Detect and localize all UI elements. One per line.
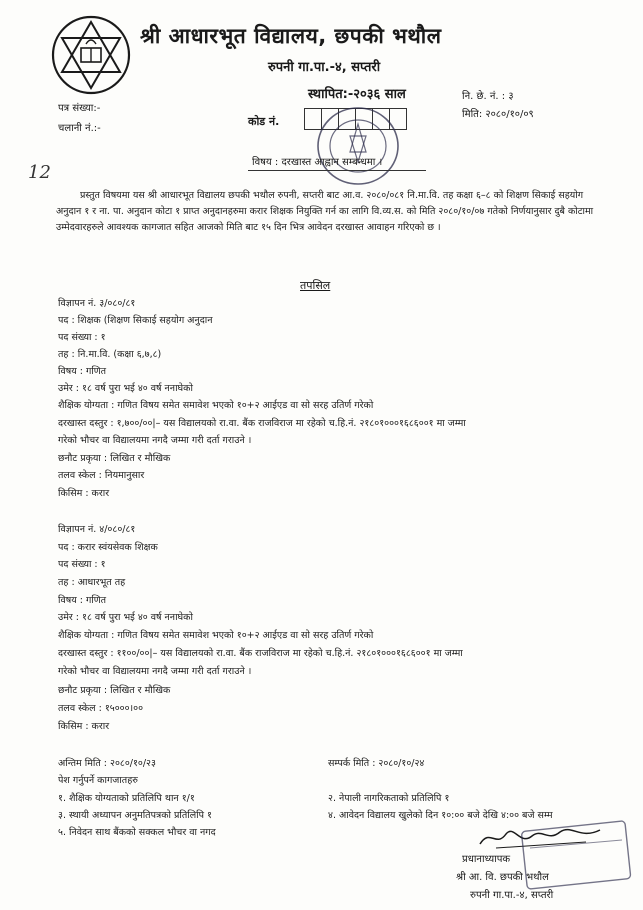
documents-heading: पेश गर्नुपर्ने कागजातहरु — [58, 775, 138, 786]
notice2-number: विज्ञापन नं. ४/०८०/८१ — [58, 524, 136, 535]
deadline-date: अन्तिम मिति : २०८०/१०/२३ — [58, 758, 156, 769]
notice1-post: पद : शिक्षक (शिक्षण सिकाई सहयोग अनुदान — [58, 315, 213, 326]
ref-number-label: पत्र संख्या:- — [58, 103, 101, 114]
notice2-subject: विषय : गणित — [58, 595, 107, 606]
notice2-age: उमेर : १८ वर्ष पुरा भई ४० वर्ष ननाघेको — [58, 612, 193, 623]
notice2-level: तह : आधारभूत तह — [58, 577, 126, 588]
school-name: श्री आधारभूत विद्यालय, छपकी भथौल — [140, 24, 442, 48]
document-item: ४. आवेदन विद्यालय खुलेको दिन १०:०० बजे देखि ४:०० बजे सम्म — [328, 810, 553, 821]
notice1-salary: तलव स्केल : नियमानुसार — [58, 470, 145, 481]
margin-note: 12 — [28, 162, 51, 183]
details-heading: तपसिल — [300, 279, 331, 292]
subject-underline — [248, 170, 426, 171]
contact-date: सम्पर्क मिति : २०८०/१०/२४ — [328, 758, 425, 769]
notice2-fee: दरखास्त दस्तुर : ११००/००|– यस विद्यालयको रा.वा. बैंक राजविराज मा रहेको च.हि.नं. २१८०१०००१६८६००१ मा जम्मा — [58, 648, 463, 659]
dispatch-number-label: चलानी नं.:- — [58, 123, 101, 134]
document-item: ५. निवेदन साथ बैंकको सक्कल भौचर वा नगद — [58, 827, 216, 838]
school-address: रुपनी गा.पा.-४, सप्तरी — [268, 60, 381, 75]
notice1-number: विज्ञापन नं. ३/०८०/८१ — [58, 298, 136, 309]
office-stamp-icon — [308, 106, 404, 188]
intro-paragraph: प्रस्तुत विषयमा यस श्री आधारभूत विद्यालय छपकी भथौल रुपनी, सप्तरी बाट आ.व. २०८०/०८१ नि.मा.वि. तह कक्षा ६–८ को शिक्षण सिकाई सहयोग अनुदान १ र ना. पा. अनुदान कोटा १ प्राप्त अनुदानहरुमा करार शिक्षक नियुक्ति गर्न का लागि वि.व्य.स. को मिति २०८०/१०/०७ गतेको निर्णयानुसार दुबै कोटामा उम्मेदवारहरुले आवश्यक कागजात सहित आजको मिति बाट १५ दिन भित्र आवेदन दरखास्त आवाहन गरिएको छ । — [56, 190, 594, 233]
document-item: ३. स्थायी अध्यापन अनुमतिपत्रको प्रतिलिपि १ — [58, 810, 212, 821]
document-item: २. नेपाली नागरिकताको प्रतिलिपि १ — [328, 793, 450, 804]
documents-left-list — [58, 790, 328, 841]
notice1-level: तह : नि.मा.वि. (कक्षा ६,७,८) — [58, 349, 162, 360]
notice2-post-count: पद संख्या : १ — [58, 559, 106, 570]
document-item: १. शैक्षिक योग्यताको प्रतिलिपि थान १/१ — [58, 793, 195, 804]
school-logo-icon — [50, 14, 132, 96]
notice1-type: किसिम : करार — [58, 488, 110, 499]
letter-date: मिति: २०८०/१०/०९ — [462, 109, 534, 120]
subject-line: विषय : दरखास्त आह्वान सम्बन्धमा । — [252, 157, 383, 168]
notice2-type: किसिम : करार — [58, 721, 110, 732]
notice2-fee-cont: गरेको भौचर वा विद्यालयमा नगदै जम्मा गरी दर्ता गराउने । — [58, 666, 252, 677]
notice1-age: उमेर : १८ वर्ष पुरा भई ४० वर्ष ननाघेको — [58, 383, 193, 394]
signatory-title: प्रधानाध्यापक — [462, 854, 511, 865]
notice2-qualification: शैक्षिक योग्यता : गणित विषय समेत समावेश भएको १०+२ आईएड वा सो सरह उतिर्ण गरेको — [58, 630, 374, 641]
notice1-selection: छनौट प्रकृया : लिखित र मौखिक — [58, 453, 171, 464]
notice2-salary: तलव स्केल : १५०००।०० — [58, 703, 144, 714]
notice2-post: पद : करार स्वंयसेवक शिक्षक — [58, 542, 158, 553]
notice1-qualification: शैक्षिक योग्यता : गणित विषय समेत समावेश भएको १०+२ आईएड वा सो सरह उतिर्ण गरेको — [58, 400, 374, 411]
notice1-post-count: पद संख्या : १ — [58, 332, 106, 343]
signatory-address: रुपनी गा.पा.-४, सप्तरी — [470, 890, 554, 901]
ch-number: नि. छे. नं. : ३ — [462, 91, 514, 102]
established-year: स्थापित:-२०३६ साल — [308, 87, 406, 102]
notice2-selection: छनौट प्रकृया : लिखित र मौखिक — [58, 685, 171, 696]
notice1-fee-cont: गरेको भौचर वा विद्यालयमा नगदै जम्मा गरी दर्ता गराउने । — [58, 435, 252, 446]
notice1-subject: विषय : गणित — [58, 366, 107, 377]
code-label: कोड नं. — [248, 115, 280, 128]
signatory-school: श्री आ. वि. छपकी भथौल — [456, 872, 549, 883]
notice1-fee: दरखास्त दस्तुर : १,७००/००|– यस विद्यालयको रा.वा. बैंक राजविराज मा रहेको च.हि.नं. २१८०१०००१६८६००१ मा जम्मा — [58, 418, 466, 429]
